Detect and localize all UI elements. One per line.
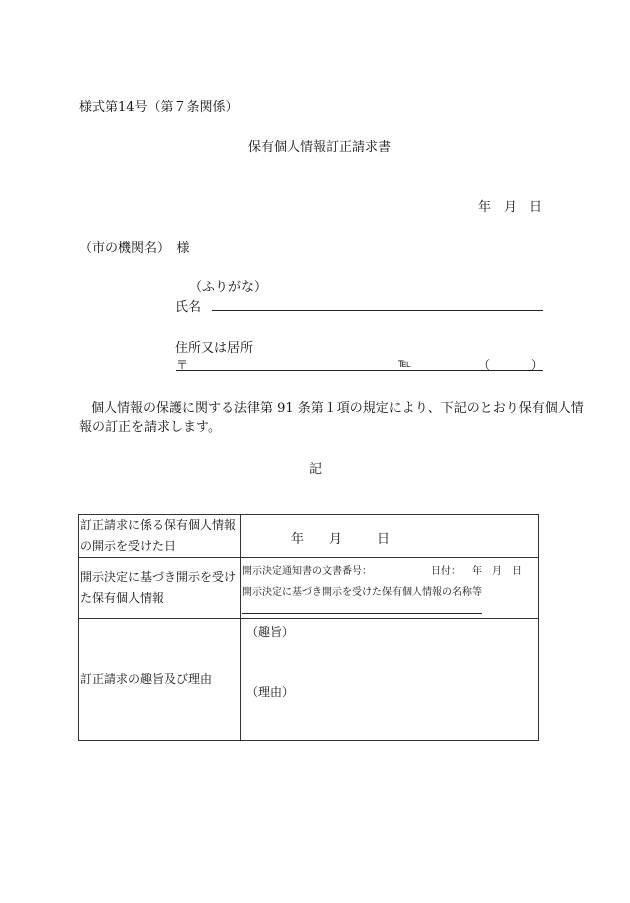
table-row-disclosed-info: [79, 558, 539, 619]
tel-paren-open: （: [478, 358, 491, 372]
document-title: 保有個人情報訂正請求書: [248, 140, 392, 155]
furigana-label: （ふりがな）: [189, 280, 268, 295]
row2-value-cell[interactable]: [241, 558, 539, 619]
row1-label-cell: [79, 515, 241, 558]
name-underline: [212, 310, 543, 311]
row1-value-cell[interactable]: [241, 515, 539, 558]
row2-date-label: 日付：: [431, 566, 461, 577]
row2-year-label: 年: [472, 566, 482, 577]
row2-month-label: 月: [492, 566, 502, 577]
row3-purpose-label: （趣旨）: [246, 625, 295, 639]
address-underline: [176, 370, 543, 371]
row2-label: 開示決定に基づき開示を受けた保有個人情報: [80, 570, 237, 605]
row1-label: 訂正請求に係る保有個人情報の開示を受けた日: [80, 518, 237, 553]
row3-label-cell: [79, 619, 241, 741]
tel-mark: ℡: [398, 356, 411, 370]
table-row-purpose-reason: [79, 619, 539, 741]
tel-paren-close: ）: [531, 358, 544, 372]
row1-month-label: 月: [329, 531, 343, 547]
table-row-disclosure-date: [79, 515, 539, 558]
row2-info-name-underline: [242, 613, 482, 614]
date-day-label: 日: [529, 200, 543, 215]
row3-value-cell[interactable]: [241, 619, 539, 741]
date-month-label: 月: [504, 200, 518, 215]
form-number: 様式第14号（第７条関係）: [79, 100, 239, 115]
row3-label: 訂正請求の趣旨及び理由: [80, 672, 213, 686]
body-text-line2: 報の訂正を請求します。: [79, 420, 221, 435]
row1-year-label: 年: [291, 531, 305, 547]
addressee: （市の機関名） 様: [79, 241, 190, 256]
row2-day-label: 日: [512, 566, 522, 577]
row1-day-label: 日: [377, 531, 391, 547]
postal-mark: 〒: [176, 358, 189, 372]
date-year-label: 年: [478, 200, 492, 215]
row2-label-cell: [79, 558, 241, 619]
body-text-line1: 個人情報の保護に関する法律第 91 条第１項の規定により、下記のとおり保有個人情: [91, 401, 584, 416]
correction-request-table: [78, 514, 539, 741]
row2-info-name-label: 開示決定に基づき開示を受けた保有個人情報の名称等: [242, 587, 482, 598]
row3-reason-label: （理由）: [246, 685, 295, 699]
ki-label: 記: [309, 462, 323, 477]
address-label: 住所又は居所: [175, 341, 254, 356]
row2-notice-number-label: 開示決定通知書の文書番号：: [242, 566, 372, 577]
name-label: 氏名: [175, 300, 202, 315]
